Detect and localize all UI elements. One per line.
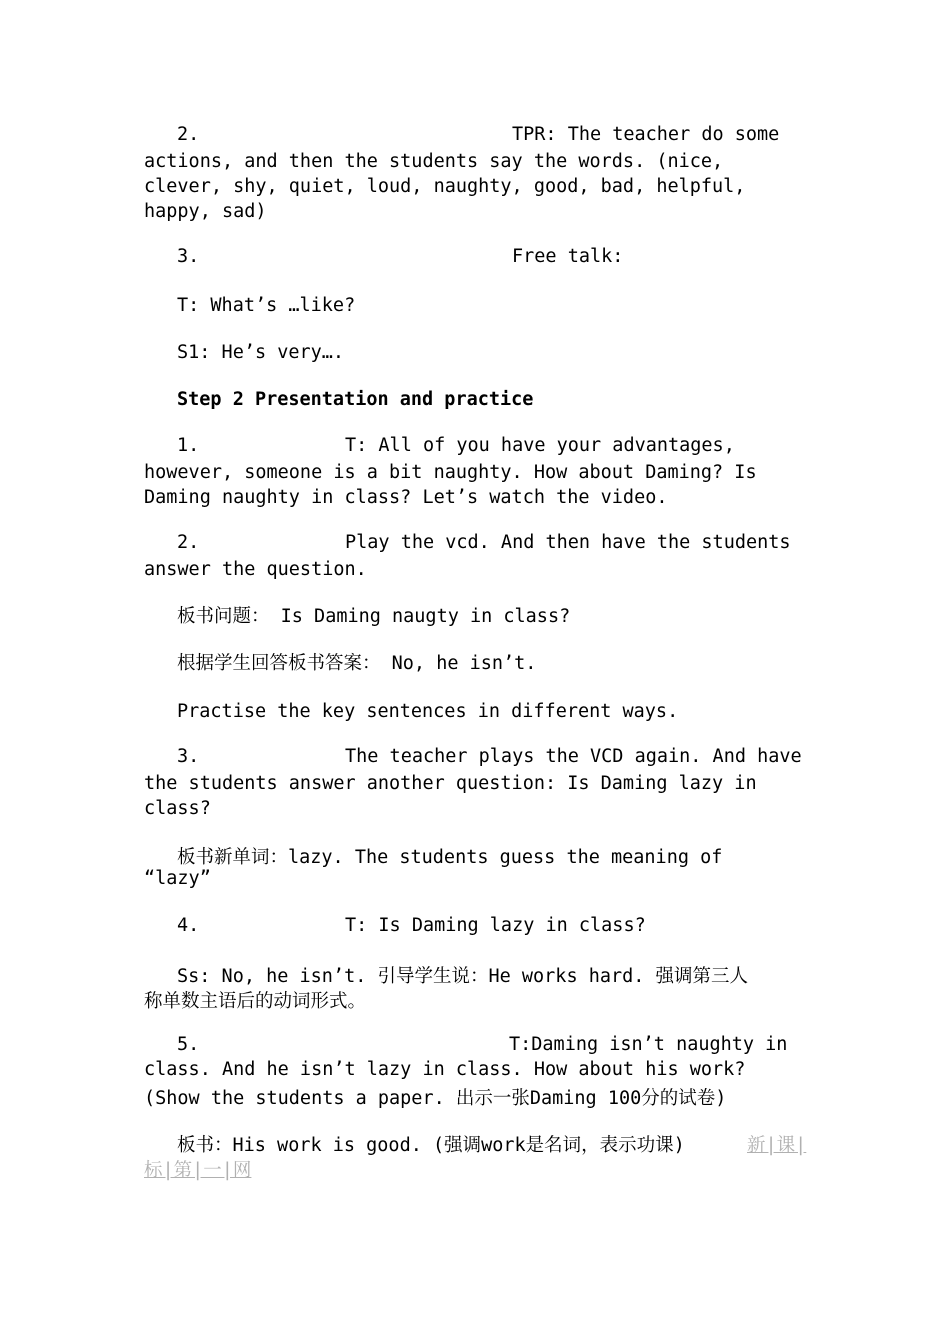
item-number: 2. [177, 532, 200, 553]
board-new-word-rest: “lazy” [144, 868, 211, 889]
board-question: 板书问题： Is Daming naugty in class? [177, 606, 571, 627]
item-first-line: T: All of you have your advantages, [345, 435, 735, 456]
item-first-line: The teacher plays the VCD again. And have [345, 746, 802, 767]
watermark-link-continued[interactable]: 标|第|一|网 [144, 1160, 252, 1181]
item-text: Free talk: [512, 246, 624, 267]
dialogue-line-student: S1: He’s very…. [177, 342, 345, 363]
item-first-line: T:Daming isn’t naughty in [509, 1034, 788, 1055]
item-line-2: class. And he isn’t lazy in class. How about his work? [144, 1059, 746, 1080]
item-number: 1. [177, 435, 200, 456]
practise-line: Practise the key sentences in different ways. [177, 701, 679, 722]
item-first-line: Play the vcd. And then have the students [345, 532, 791, 553]
item-continuation: answer the question. [144, 559, 367, 580]
item-number: 4. [177, 915, 200, 936]
item-continuation: actions, and then the students say the words. (nice, clever, shy, quiet, loud, naughty, good, bad, helpful, happy, sad) [144, 151, 746, 222]
item-line-3: (Show the students a paper. 出示一张Daming 100分的试卷) [144, 1088, 727, 1109]
board-work-text: 板书：His work is good. (强调work是名词，表示功课) [177, 1135, 685, 1156]
students-response-first: Ss: No, he isn’t. 引导学生说：He works hard. 强调第三人 [177, 966, 749, 987]
board-new-word-first: 板书新单词：lazy. The students guess the meaning of [177, 847, 723, 868]
item-continuation: the students answer another question: Is Daming lazy in class? [144, 773, 757, 819]
item-continuation: however, someone is a bit naughty. How about Daming? Is Daming naughty in class? Let’s watch the video. [144, 462, 757, 508]
students-response-rest: 称单数主语后的动词形式。 [144, 991, 367, 1012]
item-text: T: Is Daming lazy in class? [345, 915, 646, 936]
watermark-link[interactable]: 新|课| [747, 1135, 807, 1156]
board-answer: 根据学生回答板书答案： No, he isn’t. [177, 653, 537, 674]
item-first-line: TPR: The teacher do some [512, 124, 780, 145]
item-number: 3. [177, 246, 200, 267]
section-heading: Step 2 Presentation and practice [177, 389, 534, 410]
item-number: 5. [177, 1034, 200, 1055]
dialogue-line-teacher: T: What’s …like? [177, 295, 356, 316]
item-number: 3. [177, 746, 200, 767]
item-number: 2. [177, 124, 200, 145]
